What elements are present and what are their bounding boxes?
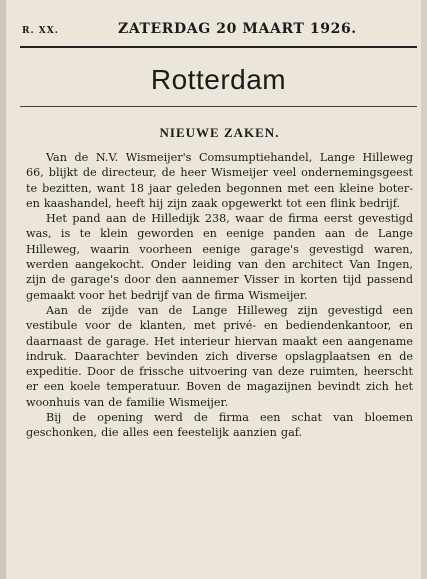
masthead-rule bbox=[20, 106, 417, 107]
article-paragraph: Bij de opening werd de firma een schat van bloemen geschonken, die alles een feestelijk aanzien gaf. bbox=[26, 411, 413, 440]
section-title: Rotterdam bbox=[150, 64, 287, 95]
article bbox=[26, 122, 413, 441]
article-paragraph: Van de N.V. Wismeijer's Comsumptiehandel, Lange Hilleweg 66, blijkt de directeur, de heer Wismeijer veel ondernemingsgeest te bezitten, want 18 jaar geleden begonnen met een kleine boter- en kaashandel, heeft hij zijn zaak opgewerkt tot een flink bedrijf. bbox=[26, 151, 413, 210]
paper-edge-left bbox=[0, 0, 6, 579]
header-mark: R. XX. bbox=[22, 26, 59, 36]
article-headline: NIEUWE ZAKEN. bbox=[159, 125, 280, 140]
header-date: ZATERDAG 20 MAART 1926. bbox=[118, 21, 357, 37]
header-rule bbox=[20, 46, 417, 48]
page-header bbox=[22, 20, 413, 46]
article-paragraph: Het pand aan de Hilledijk 238, waar de firma eerst gevestigd was, is te klein geworden en eenige panden aan de Lange Hilleweg, waarin voorheen eenige garage's gevestigd waren, werden aangekocht. Onder leiding van den architect Van Ingen, zijn de garage's door den aannemer Visser in korten tijd passend gemaakt voor het bedrijf van de firma Wismeijer. bbox=[26, 212, 413, 302]
article-paragraph: Aan de zijde van de Lange Hilleweg zijn gevestigd een vestibule voor de klanten, met privé- en bediendenkantoor, en daarnaast de garage. Het interieur hiervan maakt een aangename indruk. Daarachter bevinden zich diverse opslagplaatsen en de expeditie. Door de frissche uitvoering van deze ruimten, heerscht er een koele temperatuur. Boven de magazijnen bevindt zich het woonhuis van de familie Wismeijer. bbox=[26, 303, 413, 409]
paper-edge-right bbox=[421, 0, 427, 579]
section-masthead bbox=[20, 56, 417, 108]
